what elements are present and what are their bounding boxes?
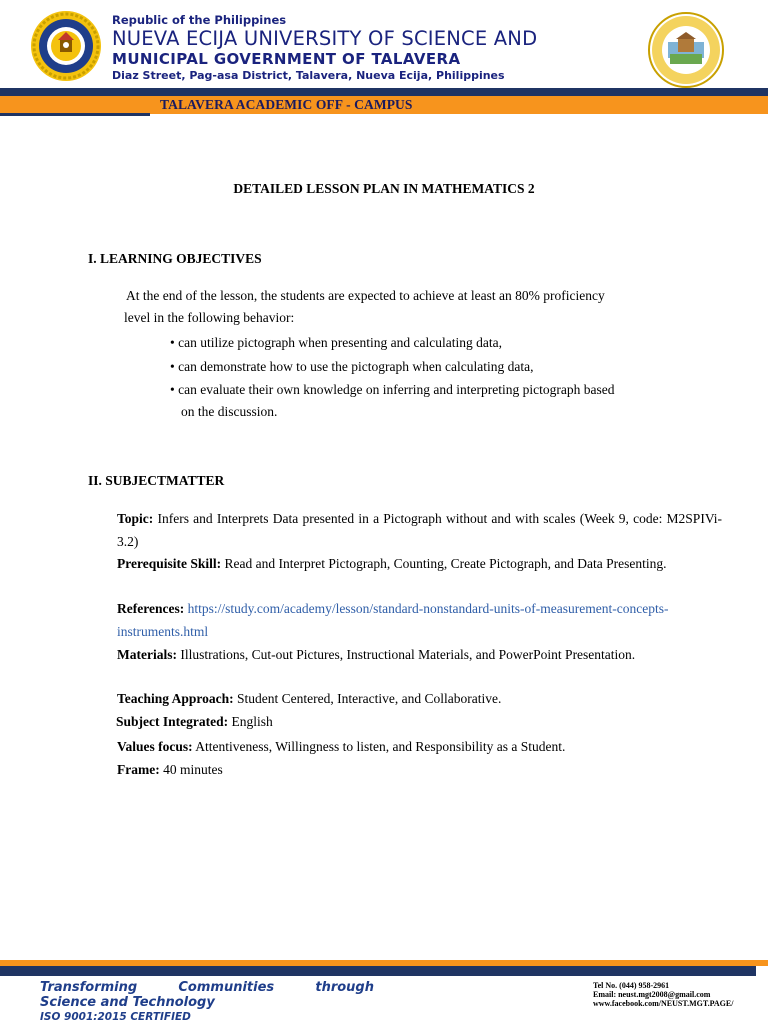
- topic-value: Infers and Interprets Data presented in a Pictograph without and with scales (Week 9, code: M2SPIVi-3.2): [117, 511, 722, 549]
- iso-certification: ISO 9001:2015 CERTIFIED: [40, 1011, 191, 1023]
- talavera-seal-icon: [648, 12, 724, 88]
- approach-label: Teaching Approach:: [117, 691, 234, 706]
- motto-word: Communities: [178, 980, 275, 995]
- motto-word: Transforming: [40, 980, 138, 995]
- objectives-intro-1: At the end of the lesson, the students are expected to achieve at least an 80% proficiency: [126, 288, 605, 303]
- approach-row: [117, 687, 722, 710]
- document-title: DETAILED LESSON PLAN IN MATHEMATICS 2: [233, 181, 535, 196]
- integrated-label: Subject Integrated:: [116, 714, 229, 729]
- frame-row: [117, 758, 722, 781]
- objective-item: • can demonstrate how to use the pictograph when calculating data,: [170, 358, 534, 374]
- prerequisite-row: [117, 552, 722, 575]
- header-navy-stub: [0, 113, 150, 116]
- header-navy-band: [0, 88, 768, 96]
- address: Diaz Street, Pag-asa District, Talavera, Nueva Ecija, Philippines: [112, 69, 505, 82]
- prerequisite-label: Prerequisite Skill:: [117, 556, 222, 571]
- contact-email[interactable]: Email: neust.mgt2008@gmail.com: [593, 990, 711, 999]
- objectives-list: [170, 331, 614, 402]
- contact-info: [593, 981, 733, 1008]
- contact-tel: Tel No. (044) 958-2961: [593, 981, 670, 990]
- contact-facebook[interactable]: www.facebook.com/NEUST.MGT.PAGE/: [593, 999, 734, 1008]
- materials-label: Materials:: [117, 647, 177, 662]
- objective-item-continuation: on the discussion.: [181, 404, 278, 419]
- footer-navy-band: [0, 966, 756, 976]
- frame-label: Frame:: [117, 762, 160, 777]
- values-label: Values focus:: [117, 739, 193, 754]
- references-row: [117, 597, 722, 643]
- integrated-value: English: [231, 714, 273, 729]
- materials-value: Illustrations, Cut-out Pictures, Instructional Materials, and PowerPoint Presentation.: [180, 647, 636, 662]
- university-name: NUEVA ECIJA UNIVERSITY OF SCIENCE AND: [112, 27, 538, 50]
- objectives-heading: I. LEARNING OBJECTIVES: [88, 251, 262, 266]
- topic-label: Topic:: [117, 511, 154, 526]
- government-name: MUNICIPAL GOVERNMENT OF TALAVERA: [112, 50, 461, 68]
- values-row: [117, 735, 722, 758]
- letterhead-text: [112, 13, 537, 83]
- references-link[interactable]: https://study.com/academy/lesson/standard-nonstandard-units-of-measurement-concepts-instruments.html: [117, 601, 669, 639]
- subject-matter-heading: II. SUBJECTMATTER: [88, 473, 225, 488]
- materials-row: [117, 643, 722, 666]
- topic-row: [117, 507, 722, 553]
- university-seal-icon: [30, 10, 102, 82]
- integrated-row: [116, 710, 721, 733]
- republic-label: Republic of the Philippines: [112, 13, 287, 27]
- references-label: References:: [117, 601, 185, 616]
- motto-word: through: [315, 980, 374, 995]
- motto-line-2: Science and Technology: [40, 994, 215, 1010]
- footer-motto: [40, 981, 374, 1010]
- objectives-intro-2: level in the following behavior:: [124, 310, 295, 325]
- values-value: Attentiveness, Willingness to listen, and Responsibility as a Student.: [195, 739, 566, 754]
- objective-item: • can utilize pictograph when presenting and calculating data,: [170, 335, 502, 350]
- approach-value: Student Centered, Interactive, and Collaborative.: [237, 691, 502, 706]
- campus-title: TALAVERA ACADEMIC OFF - CAMPUS: [160, 97, 413, 112]
- prerequisite-value: Read and Interpret Pictograph, Counting, Create Pictograph, and Data Presenting.: [224, 556, 667, 571]
- objective-item: • can evaluate their own knowledge on inferring and interpreting pictograph based: [170, 382, 615, 397]
- frame-value: 40 minutes: [163, 762, 223, 777]
